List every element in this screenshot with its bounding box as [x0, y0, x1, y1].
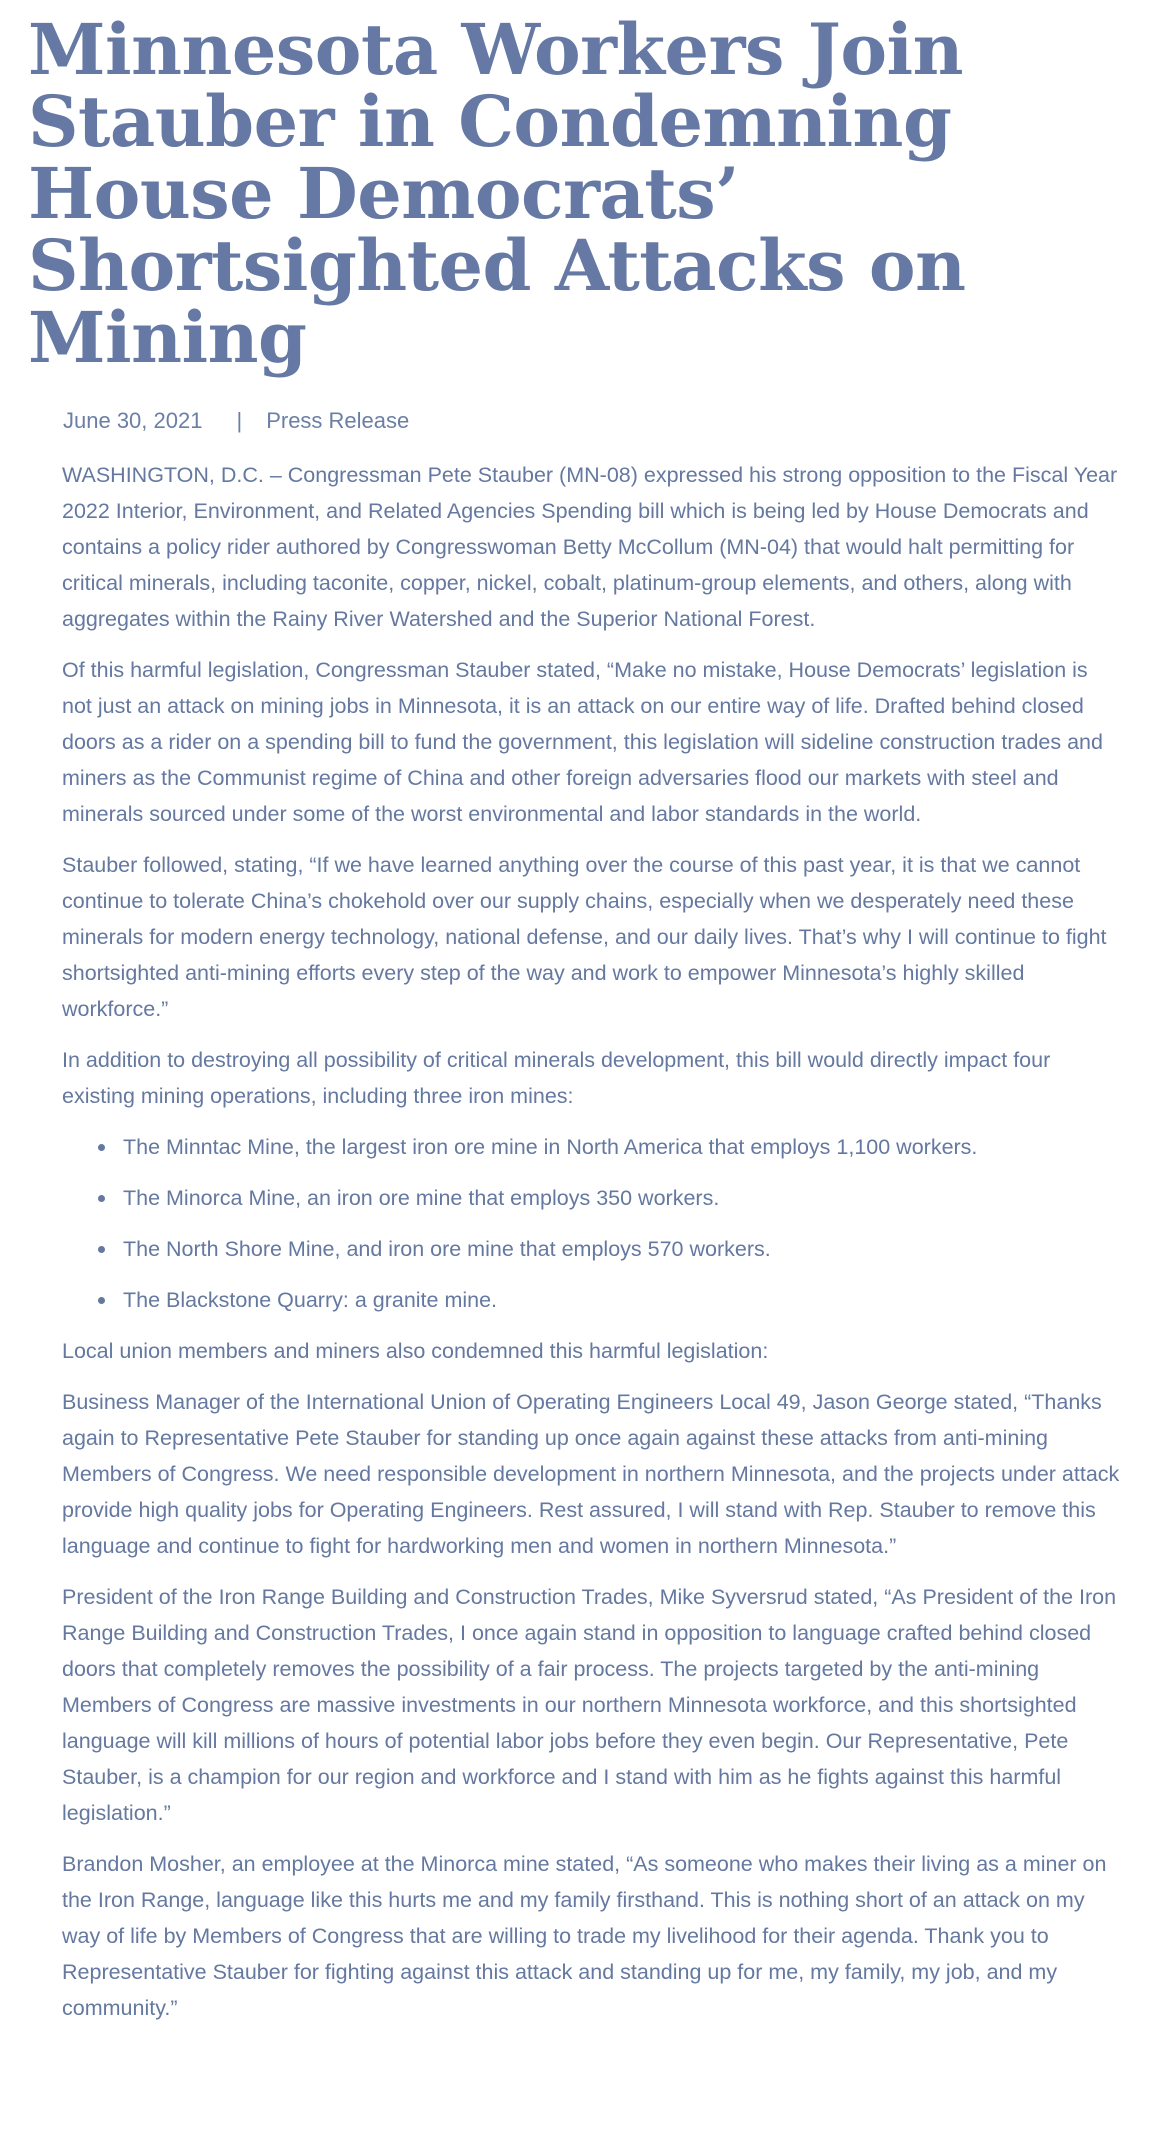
- publish-date: June 30, 2021: [63, 408, 203, 433]
- paragraph-mike-syversrud-quote: President of the Iron Range Building and Construction Trades, Mike Syversrud stated, “As President of the Iron Range Building and Construction Trades, I once again stand in opposition to language crafted behind closed doors that completely removes the possibility of a fair process. The projects targeted by the anti-mining Members of Congress are massive investments in our northern Minnesota workforce, and this shortsighted language will kill millions of hours of potential labor jobs before they even begin. Our Representative, Pete Stauber, is a champion for our region and workforce and I stand with him as he fights against this harmful legislation.”: [62, 1585, 1117, 1825]
- paragraph-brandon-mosher-quote: Brandon Mosher, an employee at the Minorca mine stated, “As someone who makes their living as a miner on the Iron Range, language like this hurts me and my family firsthand. This is nothing short of an attack on my way of life by Members of Congress that are willing to trade my livelihood for their agenda. Thank you to Representative Stauber for fighting against this attack and standing up for me, my family, my job, and my community.”: [62, 1852, 1107, 2020]
- paragraph-impact: In addition to destroying all possibility of critical minerals development, this bill would directly impact four existing mining operations, including three iron mines:: [62, 1048, 1051, 1108]
- page-title: Minnesota Workers Join Stauber in Condemning House Democrats’ Shortsighted Attacks on Mining: [28, 8, 966, 379]
- category-link[interactable]: Press Release: [266, 408, 410, 433]
- list-item-text: The Minntac Mine, the largest iron ore mine in North America that employs 1,100 workers.: [123, 1135, 978, 1159]
- article-body: [62, 457, 1122, 2026]
- list-item-text: The North Shore Mine, and iron ore mine that employs 570 workers.: [123, 1237, 771, 1261]
- paragraph-jason-george-quote: Business Manager of the International Union of Operating Engineers Local 49, Jason George stated, “Thanks again to Representative Pete Stauber for standing up once again against these attacks from anti-mining Members of Congress. We need responsible development in northern Minnesota, and the projects under attack provide high quality jobs for Operating Engineers. Rest assured, I will stand with Rep. Stauber to remove this language and continue to fight for hardworking men and women in northern Minnesota.”: [62, 1390, 1120, 1558]
- paragraph-stauber-followup: Stauber followed, stating, “If we have learned anything over the course of this past year, it is that we cannot continue to tolerate China’s chokehold over our supply chains, especially when we desperately need these minerals for modern energy technology, national defense, and our daily lives. That’s why I will continue to fight shortsighted anti-mining efforts every step of the way and work to empower Minnesota’s highly skilled workforce.”: [62, 853, 1107, 1021]
- bullet-icon: [98, 1297, 105, 1304]
- meta-separator: |: [236, 408, 243, 433]
- list-item: [123, 1282, 1122, 1318]
- paragraph-intro: WASHINGTON, D.C. – Congressman Pete Stauber (MN-08) expressed his strong opposition to the Fiscal Year 2022 Interior, Environment, and Related Agencies Spending bill which is being led by House Democrats and contains a policy rider authored by Congresswoman Betty McCollum (MN-04) that would halt permitting for critical minerals, including taconite, copper, nickel, cobalt, platinum-group elements, and others, along with aggregates within the Rainy River Watershed and the Superior National Forest.: [62, 463, 1118, 631]
- list-item: [123, 1180, 1122, 1216]
- paragraph-stauber-quote: Of this harmful legislation, Congressman Stauber stated, “Make no mistake, House Democrats’ legislation is not just an attack on mining jobs in Minnesota, it is an attack on our entire way of life. Drafted behind closed doors as a rider on a spending bill to fund the government, this legislation will sideline construction trades and miners as the Communist regime of China and other foreign adversaries flood our markets with steel and minerals sourced under some of the worst environmental and labor standards in the world.: [62, 658, 1103, 826]
- bullet-icon: [98, 1144, 105, 1151]
- list-item: [123, 1231, 1122, 1267]
- mine-list: [62, 1129, 1122, 1318]
- paragraph-union-intro: Local union members and miners also condemned this harmful legislation:: [62, 1339, 769, 1363]
- list-item-text: The Blackstone Quarry: a granite mine.: [123, 1288, 498, 1312]
- list-item: [123, 1129, 1122, 1165]
- bullet-icon: [98, 1246, 105, 1253]
- bullet-icon: [98, 1195, 105, 1202]
- list-item-text: The Minorca Mine, an iron ore mine that employs 350 workers.: [123, 1186, 720, 1210]
- article-meta: [63, 406, 1174, 436]
